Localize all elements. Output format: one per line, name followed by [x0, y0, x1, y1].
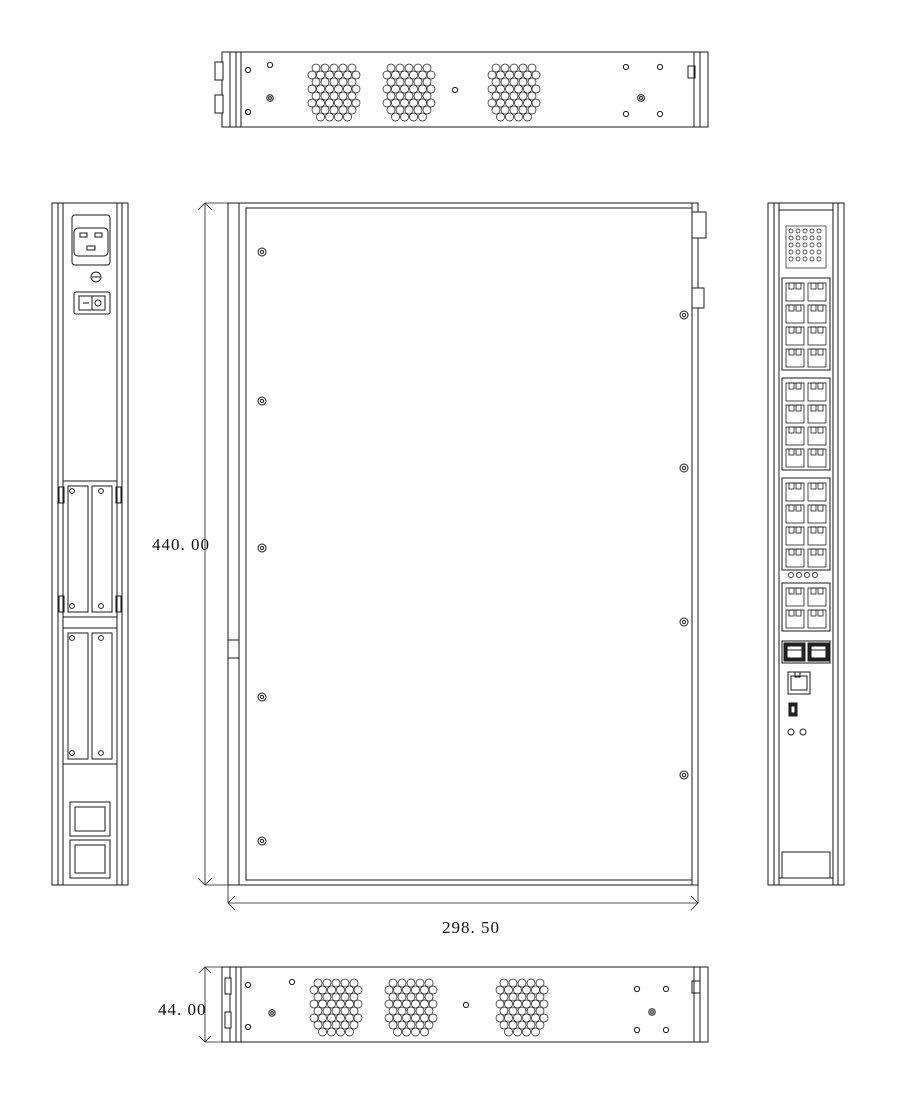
sfp-ports [782, 641, 830, 663]
dimension-height-label: 440. 00 [152, 535, 210, 554]
rear-panel-view [52, 203, 128, 885]
usb-port [789, 703, 797, 716]
port-panel-view [768, 203, 844, 885]
top-view [215, 52, 708, 127]
dimension-width-label: 298. 50 [442, 918, 500, 937]
bottom-view [222, 967, 708, 1042]
dimension-depth-label: 44. 00 [158, 1000, 207, 1019]
front-view [228, 203, 706, 885]
